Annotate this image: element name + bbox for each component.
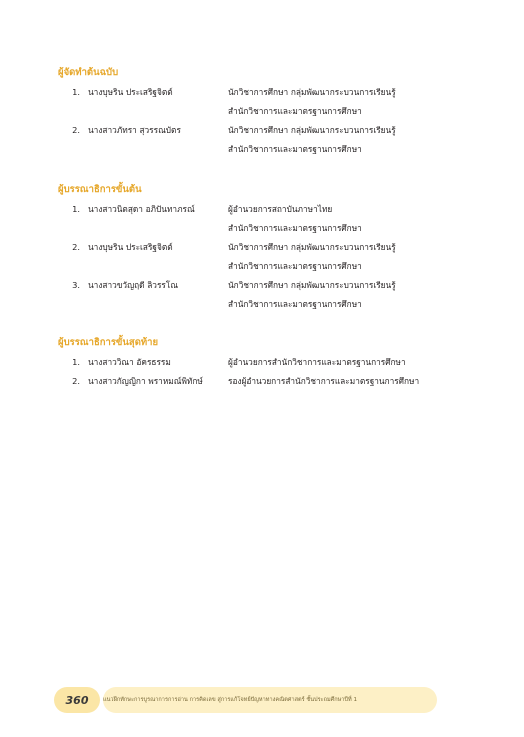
list-item — [58, 372, 478, 391]
footer-book-title: แนวฝึกทักษะการบูรณาการการอ่าน การคิดเลข สู่การแก้โจทย์ปัญหาทางคณิตศาสตร์ ชั้นประถมศึกษาปีที่ 1 — [103, 697, 358, 703]
position-line: นักวิชาการศึกษา กลุ่มพัฒนากระบวนการเรียนรู้ — [228, 87, 396, 97]
section-title: ผู้บรรณาธิการขั้นสุดท้าย — [58, 337, 159, 348]
person-name: นางสาววิณา อัครธรรม — [88, 357, 171, 367]
list-item — [58, 83, 478, 121]
position-line: สำนักวิชาการและมาตรฐานการศึกษา — [228, 261, 362, 271]
list-item — [58, 200, 478, 238]
section-title: ผู้บรรณาธิการขั้นต้น — [58, 184, 142, 195]
list-item — [58, 353, 478, 372]
position-line: นักวิชาการศึกษา กลุ่มพัฒนากระบวนการเรียนรู้ — [228, 280, 396, 290]
item-number: 1. — [72, 357, 80, 367]
person-positions — [228, 238, 478, 276]
position-line: สำนักวิชาการและมาตรฐานการศึกษา — [228, 106, 362, 116]
person-positions — [228, 372, 478, 391]
person-name: นางสาวขวัญฤดี ลิวรรโณ — [88, 280, 179, 290]
page-number: 360 — [54, 687, 100, 713]
item-number: 1. — [72, 87, 80, 97]
person-name: นางสาวภัทรา สุวรรณบัตร — [88, 125, 181, 135]
person-positions — [228, 121, 478, 159]
person-name: นางสาวนิตสุดา อภิปันทาภรณ์ — [88, 204, 195, 214]
position-line: สำนักวิชาการและมาตรฐานการศึกษา — [228, 299, 362, 309]
item-number: 2. — [72, 242, 80, 252]
position-line: สำนักวิชาการและมาตรฐานการศึกษา — [228, 223, 362, 233]
item-number: 2. — [72, 376, 80, 386]
list-item — [58, 121, 478, 159]
person-positions — [228, 353, 478, 372]
section-original-authors — [58, 66, 478, 159]
list-item — [58, 238, 478, 276]
item-number: 2. — [72, 125, 80, 135]
person-name: นางสาวกัญญิกา พราหมณ์พิทักษ์ — [88, 376, 203, 386]
list-item — [58, 276, 478, 314]
section-final-editors — [58, 336, 478, 391]
position-line: รองผู้อำนวยการสำนักวิชาการและมาตรฐานการศึกษา — [228, 376, 420, 386]
person-name: นางบุษริน ประเสริฐจิตต์ — [88, 87, 173, 97]
footer-bar — [103, 687, 437, 713]
person-positions — [228, 276, 478, 314]
position-line: ผู้อำนวยการสถาบันภาษาไทย — [228, 204, 333, 214]
position-line: นักวิชาการศึกษา กลุ่มพัฒนากระบวนการเรียนรู้ — [228, 242, 396, 252]
person-positions — [228, 83, 478, 121]
person-positions — [228, 200, 478, 238]
section-initial-editors — [58, 183, 478, 314]
item-number: 1. — [72, 204, 80, 214]
position-line: ผู้อำนวยการสำนักวิชาการและมาตรฐานการศึกษา — [228, 357, 406, 367]
position-line: นักวิชาการศึกษา กลุ่มพัฒนากระบวนการเรียนรู้ — [228, 125, 396, 135]
section-title: ผู้จัดทำต้นฉบับ — [58, 67, 119, 78]
position-line: สำนักวิชาการและมาตรฐานการศึกษา — [228, 144, 362, 154]
person-name: นางบุษริน ประเสริฐจิตต์ — [88, 242, 173, 252]
item-number: 3. — [72, 280, 80, 290]
